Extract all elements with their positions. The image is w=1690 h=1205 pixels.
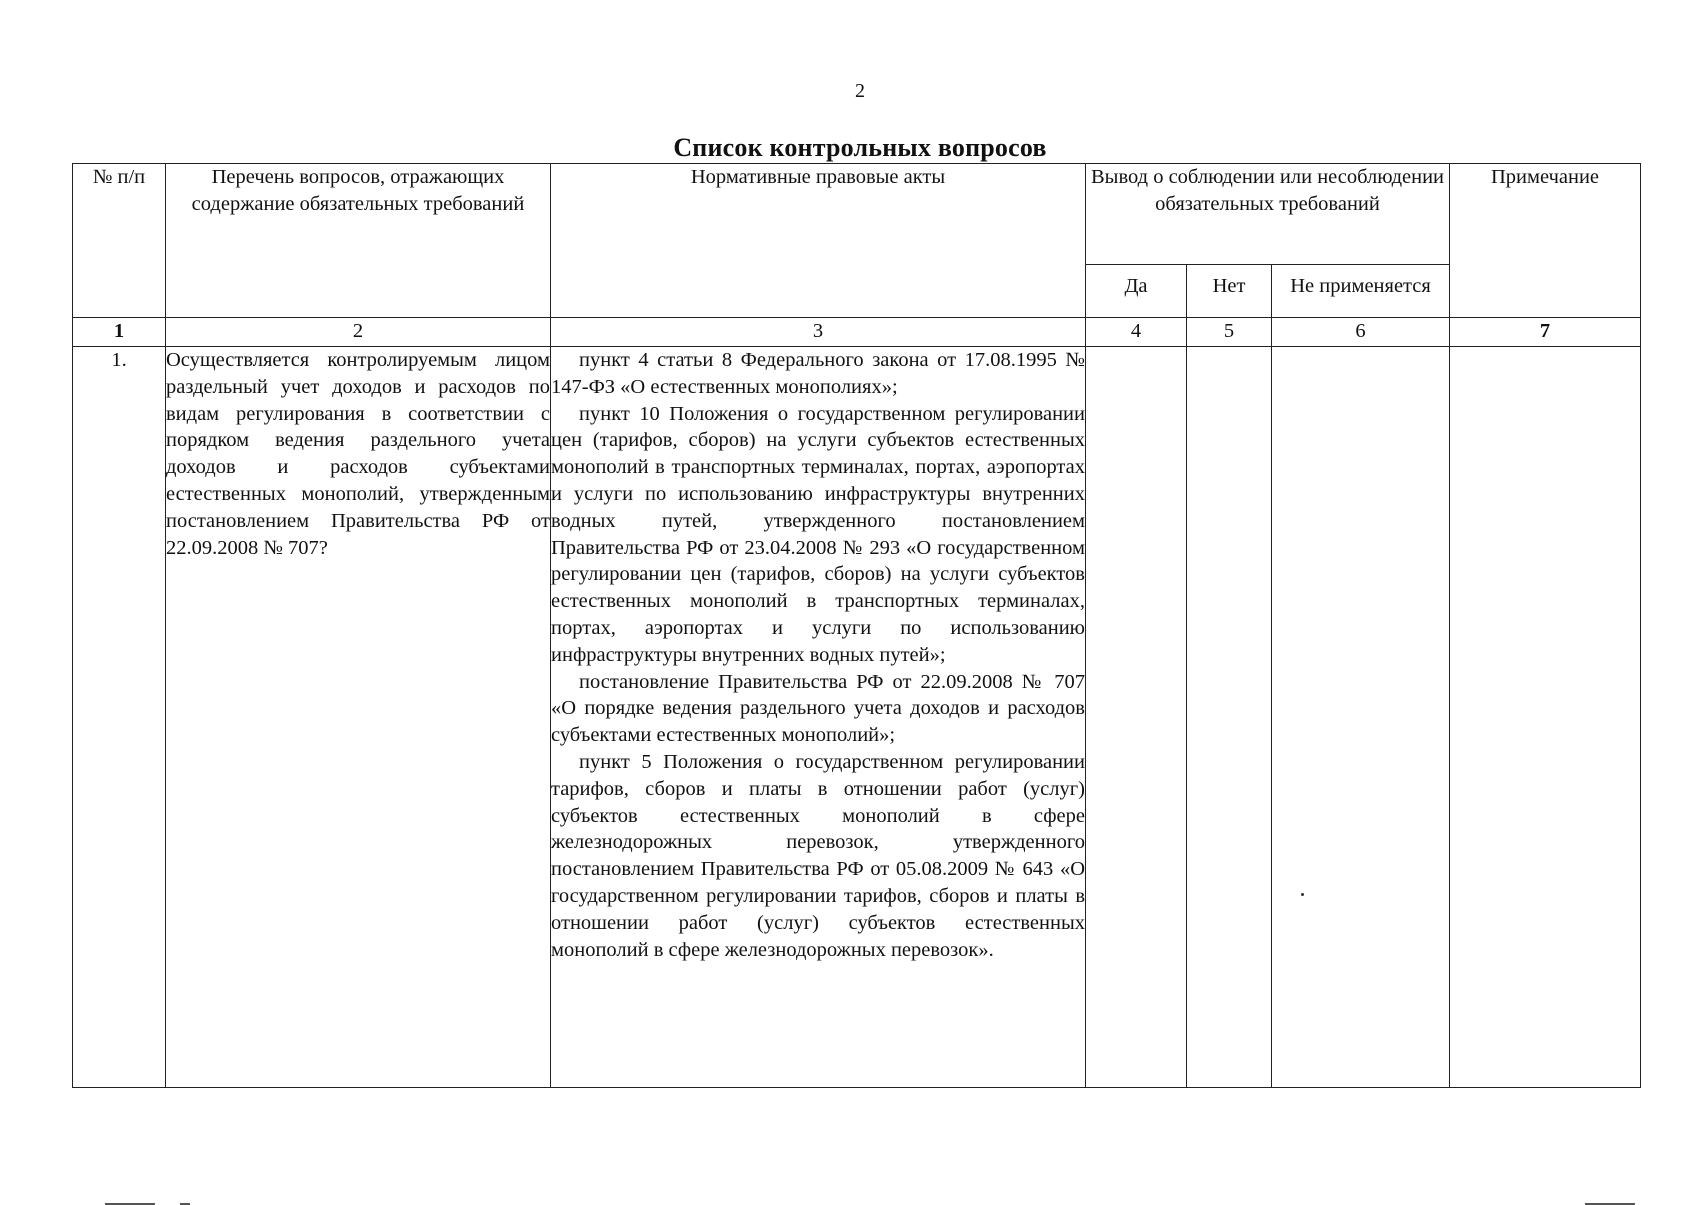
answer-not-applicable-cell — [1272, 347, 1450, 1088]
header-num: № п/п — [73, 164, 166, 318]
question-text: Осуществляется контролируемым лицом раздельный учет доходов и расходов по видам регулирования в соответствии с порядком ведения раздельного учета доходов и расходов субъектами естественных монополий, утвержденным постановлением Правительства РФ от 22.09.2008 № 707? — [166, 347, 551, 1088]
answer-yes-cell — [1086, 347, 1187, 1088]
document-title: Список контрольных вопросов — [673, 133, 1047, 162]
header-no: Нет — [1187, 265, 1272, 318]
page-number: 2 — [855, 80, 865, 102]
scan-speck — [1301, 893, 1304, 896]
legal-acts-cell — [551, 347, 1086, 1088]
column-number: 6 — [1272, 318, 1450, 347]
column-number: 1 — [73, 318, 166, 347]
header-acts: Нормативные правовые акты — [551, 164, 1086, 318]
header-row-top — [73, 164, 1641, 265]
header-questions: Перечень вопросов, отражающих содержание обязательных требований — [166, 164, 551, 318]
table-row — [73, 347, 1641, 1088]
header-conclusion: Вывод о соблюдении или несоблюдении обязательных требований — [1086, 164, 1450, 265]
legal-act-item: пункт 10 Положения о государственном регулировании цен (тарифов, сборов) на услуги субъектов естественных монополий в транспортных терминалах, портах, аэропортах и услуги по использованию инфраструктуры внутренних водных путей, утвержденного постановлением Правительства РФ от 23.04.2008 № 293 «О государственном регулировании цен (тарифов, сборов) на услуги субъектов естественных монополий в транспортных терминалах, портах, аэропортах и услуги по использованию инфраструктуры внутренних водных путей»; — [551, 402, 1085, 666]
column-number-row — [73, 318, 1641, 347]
header-not-applicable: Не применяется — [1272, 265, 1450, 318]
answer-no-cell — [1187, 347, 1272, 1088]
column-number: 5 — [1187, 318, 1272, 347]
header-yes: Да — [1086, 265, 1187, 318]
legal-act-item: постановление Правительства РФ от 22.09.2008 № 707 «О порядке ведения раздельного учета доходов и расходов субъектами естественных монополий»; — [551, 670, 1085, 747]
scan-mark — [1585, 1203, 1635, 1205]
header-note: Примечание — [1450, 164, 1641, 318]
row-number: 1. — [73, 347, 166, 1088]
legal-act-item: пункт 5 Положения о государственном регулировании тарифов, сборов и платы в отношении работ (услуг) субъектов естественных монополий в сфере железнодорожных перевозок, утвержденного постановлением Правительства РФ от 05.08.2009 № 643 «О государственном регулировании тарифов, сборов и платы в отношении работ (услуг) субъектов естественных монополий в сфере железнодорожных перевозок». — [551, 750, 1085, 961]
column-number: 3 — [551, 318, 1086, 347]
legal-act-item: пункт 4 статьи 8 Федерального закона от 17.08.1995 № 147-ФЗ «О естественных монополиях»; — [551, 349, 1085, 398]
scan-mark — [180, 1203, 190, 1205]
scan-mark — [105, 1203, 155, 1205]
column-number: 4 — [1086, 318, 1187, 347]
checklist-table — [72, 163, 1641, 1088]
column-number: 7 — [1450, 318, 1641, 347]
column-number: 2 — [166, 318, 551, 347]
note-cell — [1450, 347, 1641, 1088]
